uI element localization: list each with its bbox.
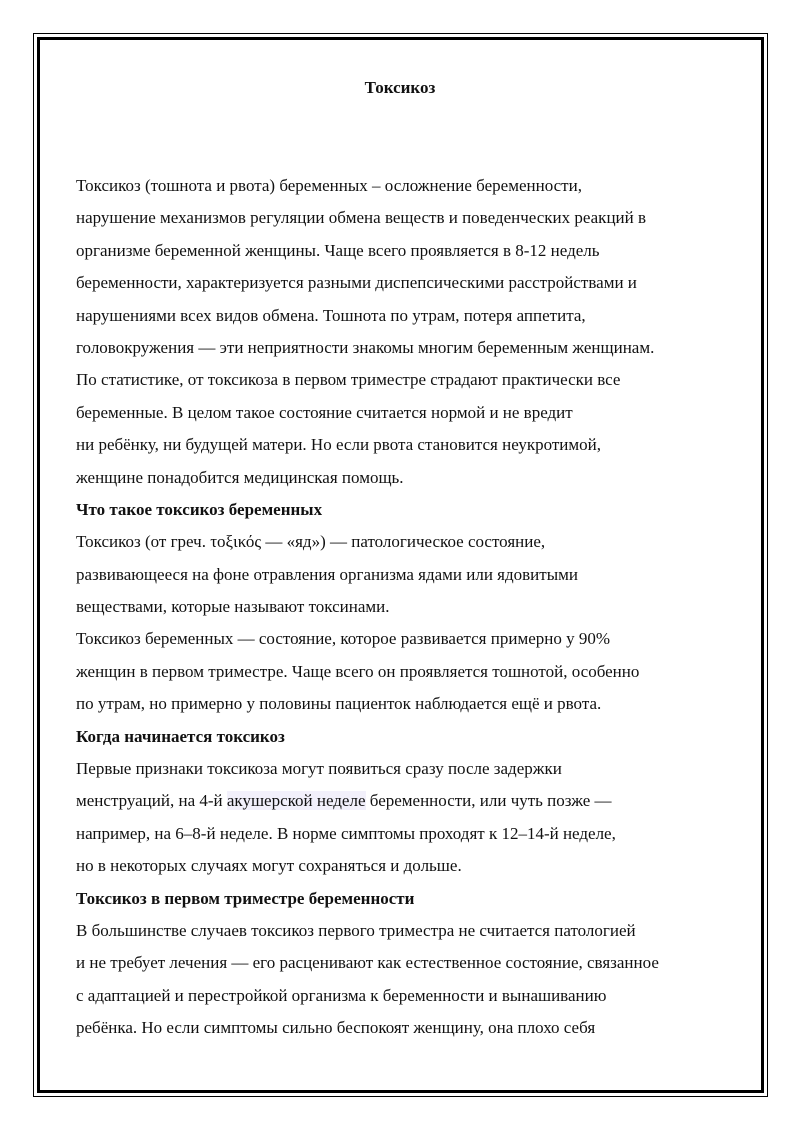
line-text-continued: беременности, или чуть позже — (365, 791, 612, 811)
highlighted-text: акушерской неделе (226, 791, 366, 811)
text-line (76, 980, 736, 1012)
line-text: с адаптацией и перестройкой организма к беременности и вынашиванию (76, 985, 607, 1005)
text-line (76, 267, 736, 299)
line-text: женщине понадобится медицинская помощь. (76, 467, 404, 487)
text-line (76, 429, 736, 461)
line-text: По статистике, от токсикоза в первом триместре страдают практически все (76, 370, 621, 390)
text-line (76, 462, 736, 494)
line-text: организме беременной женщины. Чаще всего проявляется в 8-12 недель (76, 240, 600, 260)
section-heading (76, 883, 736, 915)
line-text: ребёнка. Но если симптомы сильно беспокоят женщину, она плохо себя (76, 1018, 596, 1038)
text-line (76, 235, 736, 267)
text-line (76, 753, 736, 785)
line-text: Что такое токсикоз беременных (76, 499, 323, 519)
line-text: нарушение механизмов регуляции обмена веществ и поведенческих реакций в (76, 208, 647, 228)
document-body (76, 170, 736, 1045)
text-line (76, 397, 736, 429)
text-line (76, 850, 736, 882)
text-line (76, 526, 736, 558)
text-line (76, 364, 736, 396)
line-text: веществами, которые называют токсинами. (76, 597, 390, 617)
section-heading (76, 721, 736, 753)
line-text: Когда начинается токсикоз (76, 726, 285, 746)
line-text: беременные. В целом такое состояние считается нормой и не вредит (76, 402, 573, 422)
text-line (76, 202, 736, 234)
line-text: беременности, характеризуется разными диспепсическими расстройствами и (76, 273, 637, 293)
line-text: менструаций, на 4-й (76, 791, 227, 811)
line-text: головокружения — эти неприятности знакомы многим беременным женщинам. (76, 337, 655, 357)
section-heading (76, 494, 736, 526)
line-text: например, на 6–8-й неделе. В норме симптомы проходят к 12–14-й неделе, (76, 823, 616, 843)
line-text: Токсикоз беременных — состояние, которое развивается примерно у 90% (76, 629, 611, 649)
line-text: развивающееся на фоне отравления организма ядами или ядовитыми (76, 564, 578, 584)
text-line (76, 332, 736, 364)
text-line (76, 785, 736, 817)
line-text: ни ребёнку, ни будущей матери. Но если рвота становится неукротимой, (76, 435, 602, 455)
page-title: Токсикоз (364, 78, 436, 97)
line-text: Токсикоз (от греч. τοξικός — «яд») — патологическое состояние, (76, 532, 546, 552)
line-text: Первые признаки токсикоза могут появиться сразу после задержки (76, 759, 562, 779)
text-line (76, 656, 736, 688)
line-text: женщин в первом триместре. Чаще всего он проявляется тошнотой, особенно (76, 661, 640, 681)
text-line (76, 915, 736, 947)
text-line (76, 300, 736, 332)
line-text: нарушениями всех видов обмена. Тошнота по утрам, потеря аппетита, (76, 305, 586, 325)
line-text: и не требует лечения — его расценивают как естественное состояние, связанное (76, 953, 659, 973)
line-text: Токсикоз в первом триместре беременности (76, 888, 415, 908)
text-line (76, 1012, 736, 1044)
text-line (76, 623, 736, 655)
text-line (76, 818, 736, 850)
text-line (76, 559, 736, 591)
line-text: В большинстве случаев токсикоз первого триместра не считается патологией (76, 920, 636, 940)
text-line (76, 947, 736, 979)
text-line (76, 170, 736, 202)
text-line (76, 688, 736, 720)
line-text: но в некоторых случаях могут сохраняться и дольше. (76, 856, 462, 876)
line-text: по утрам, но примерно у половины пациенток наблюдается ещё и рвота. (76, 694, 602, 714)
text-line (76, 591, 736, 623)
line-text: Токсикоз (тошнота и рвота) беременных – осложнение беременности, (76, 176, 582, 195)
